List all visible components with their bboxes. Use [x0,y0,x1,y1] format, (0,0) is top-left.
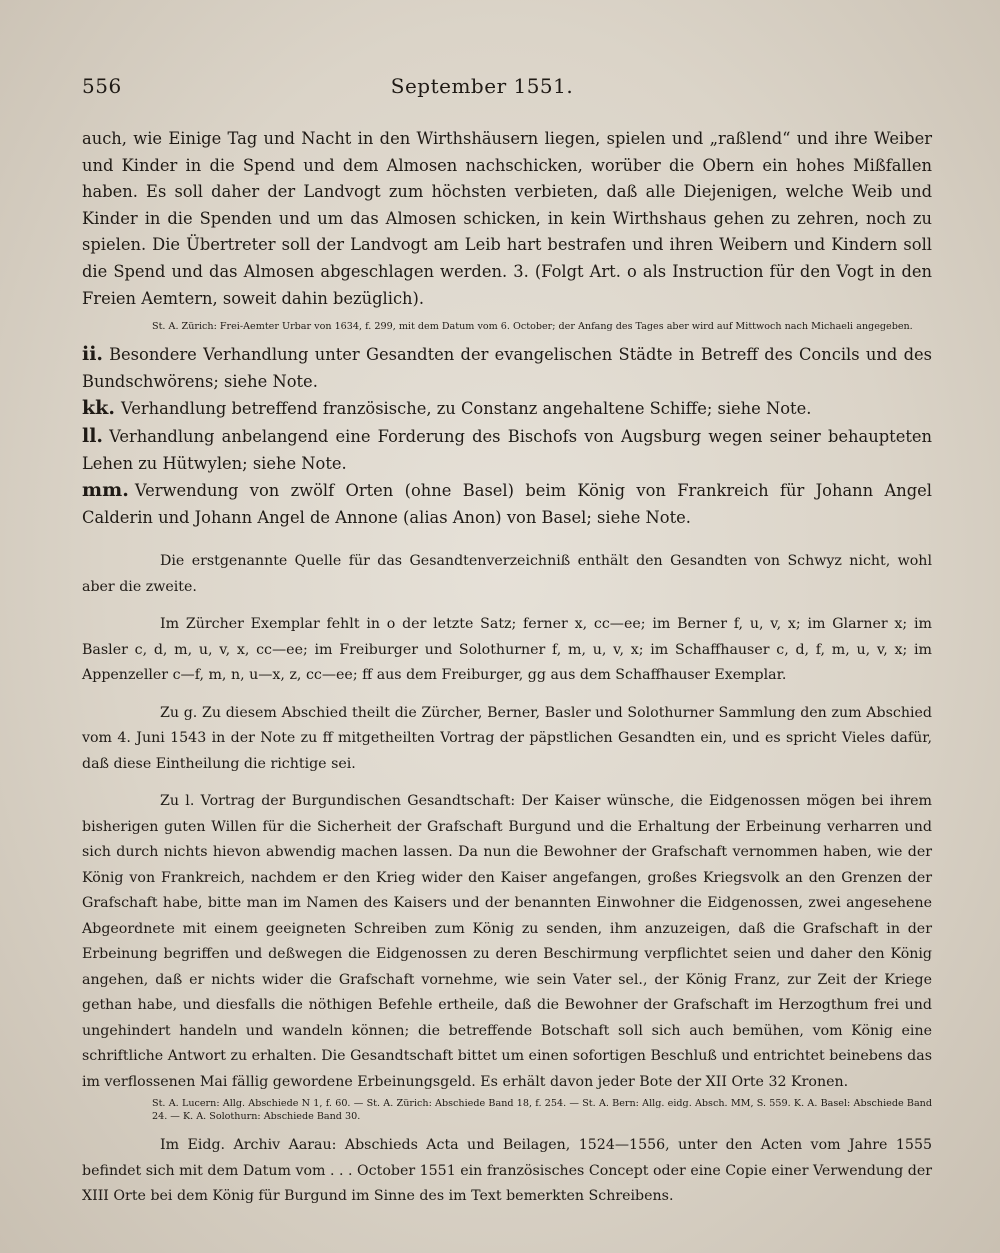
source-footnote: St. A. Zürich: Frei-Aemter Urbar von 1634, f. 299, mit dem Datum vom 6. October; der Anfang des Tages aber wird auf Mittwoch nach Michaeli angegeben. [152,321,913,333]
item-mark: mm. [82,479,129,502]
page-content [82,74,932,1210]
note-delegates: Die erstgenannte Quelle für das Gesandtenverzeichniß enthält den Gesandten von Schwyz nicht, wohl aber die zweite. [82,553,932,595]
note-archive-aarau: Im Eidg. Archiv Aarau: Abschieds Acta und Beilagen, 1524—1556, unter den Acten vom Jahre 1555 befindet sich mit dem Datum vom . . . October 1551 ein französisches Concept oder eine Copie einer Verwendung der XIII Orte bei dem König für Burgund im Sinne des im Text bemerkten Schreibens. [82,1137,932,1205]
running-title: September 1551. [390,74,574,98]
item-mark: kk. [82,397,115,420]
spacer [82,777,932,789]
note-zu-l: Zu l. Vortrag der Burgundischen Gesandtschaft: Der Kaiser wünsche, die Eidgenossen mögen bei ihrem bisherigen guten Willen für die Sicherheit der Grafschaft Burgund und die Erhaltung der Erbeinung verharren und sich durch nichts hievon abwendig machen lassen. Da nun die Bewohner der Grafschaft vernommen haben, wie der König von Frankreich, nachdem er den Krieg wider den Kaiser angefangen, großes Kriegsvolk an den Grenzen der Grafschaft habe, bitte man im Namen des Kaisers und der benannten Einwohner die Eidgenossen, zwei angesehene Abgeordnete mit einem geeigneten Schreiben zum König zu senden, ihm anzuzeigen, daß die Grafschaft in der Erbeinung begriffen und deßwegen die Eidgenossen zu deren Beschirmung verpflichtet seien und daher den König angehen, daß er nichts wider die Grafschaft vornehme, wie sein Vater sel., der König Franz, zur Zeit der Kriege gethan habe, und diesfalls die nöthigen Befehle ertheile, daß die Bewohner der Grafschaft im Herzogthum frei und ungehindert handeln und wandeln können; die betreffende Botschaft soll sich auch bemühen, vom König eine schriftliche Antwort zu erhalten. Die Gesandtschaft bittet um einen sofortigen Beschluß und entrichtet beinebens das im verflossenen Mai fällig gewordene Erbeinungsgeld. Es erhält davon jeder Bote der XII Orte 32 Kronen. [82,793,932,1090]
spacer [82,600,932,612]
page-number: 556 [82,74,122,98]
item-mark: ii. [82,343,104,366]
list-item-kk [82,395,932,423]
page-header [82,74,932,108]
main-paragraph: auch, wie Einige Tag und Nacht in den Wirthshäusern liegen, spielen und „raßlend“ und ihre Weiber und Kinder in die Spend und dem Almosen nachschicken, worüber die Obern ein hohes Mißfallen haben. Es soll daher der Landvogt zum höchsten verbieten, daß alle Diejenigen, welche Weib und Kinder in die Spenden und um das Almosen schicken, in kein Wirthshaus gehen zu zehren, noch zu spielen. Die Übertreter soll der Landvogt am Leib hart bestrafen und ihren Weibern und Kindern soll die Spend und das Almosen abgeschlagen werden. 3. (Folgt Art. o als Instruction für den Vogt in den Freien Aemtern, soweit dahin bezüglich). [82,129,932,308]
note-exemplars: Im Zürcher Exemplar fehlt in o der letzte Satz; ferner x, cc—ee; im Berner f, u, v, x; im Glarner x; im Basler c, d, m, u, v, x, cc—ee; im Freiburger und Solothurner f, m, u, v, x; im Schaffhauser c, d, f, m, u, v, x; im Appenzeller c—f, m, n, u—x, z, cc—ee; ff aus dem Freiburger, gg aus dem Schaffhauser Exemplar. [82,616,932,684]
spacer [82,531,932,549]
list-item-mm [82,477,932,531]
list-item-ll [82,423,932,477]
note-zu-g: Zu g. Zu diesem Abschied theilt die Zürcher, Berner, Basler und Solothurner Sammlung den zum Abschied vom 4. Juni 1543 in der Note zu ff mitgetheilten Vortrag der päpstlichen Gesandten ein, und es spricht Vieles dafür, daß diese Eintheilung die richtige sei. [82,704,932,772]
archive-footnote: St. A. Lucern: Allg. Abschiede N 1, f. 60. — St. A. Zürich: Abschiede Band 18, f. 254. — St. A. Bern: Allg. eidg. Absch. MM, S. 559. K. A. Basel: Abschiede Band 24. — K. A. Solothurn: Abschiede Band 30. [152,1098,932,1123]
item-text: Verhandlung betreffend französische, zu Constanz angehaltene Schiffe; siehe Note. [120,399,812,419]
item-mark: ll. [82,424,104,447]
list-item-ii [82,341,932,395]
spacer [82,689,932,701]
item-text: Verhandlung anbelangend eine Forderung des Bischofs von Augsburg wegen seiner behaupteten Lehen zu Hütwylen; siehe Note. [82,426,932,473]
item-text: Besondere Verhandlung unter Gesandten der evangelischen Städte in Betreff des Concils und des Bundschwörens; siehe Note. [82,345,932,391]
item-text: Verwendung von zwölf Orten (ohne Basel) beim König von Frankreich für Johann Angel Calderin und Johann Angel de Annone (alias Anon) von Basel; siehe Note. [82,481,932,527]
